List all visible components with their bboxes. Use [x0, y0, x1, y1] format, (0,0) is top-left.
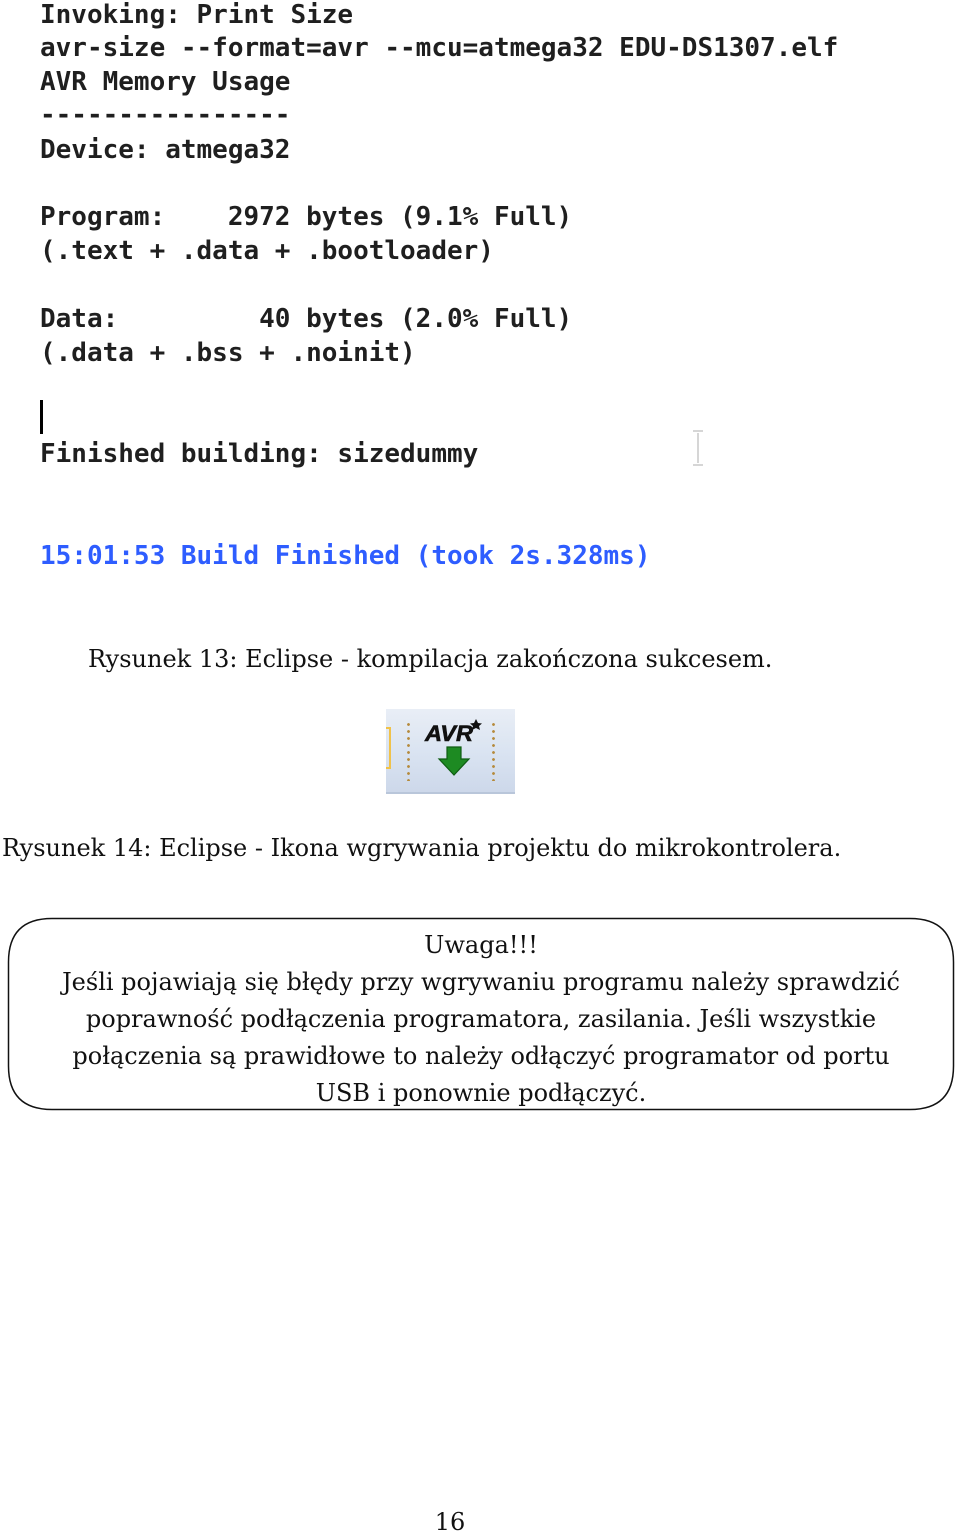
console-line-program-usage: Program: 2972 bytes (9.1% Full) — [40, 202, 573, 232]
avr-icon-label: AVR — [423, 721, 474, 746]
note-heading: Uwaga!!! — [424, 931, 538, 959]
toolbar-grip-left — [407, 721, 410, 781]
warning-note-box — [7, 917, 955, 1111]
text-cursor — [40, 400, 43, 434]
console-line-avr-size-command: avr-size --format=avr --mcu=atmega32 EDU-DS1307.elf — [40, 33, 839, 63]
console-line-finished-building: Finished building: sizedummy — [40, 439, 479, 469]
console-line-device: Device: atmega32 — [40, 135, 291, 165]
figure-13-caption: Rysunek 13: Eclipse - kompilacja zakończona sukcesem. — [88, 645, 773, 673]
build-console-output — [40, 0, 940, 600]
toolbar-strip — [386, 709, 515, 794]
console-line-separator: ---------------- — [40, 100, 291, 130]
console-line-data-sections: (.data + .bss + .noinit) — [40, 338, 416, 368]
note-line-3: połączenia są prawidłowe to należy odłączyć programator od portu — [72, 1042, 890, 1070]
note-text — [27, 927, 935, 1112]
page-number: 16 — [434, 1508, 466, 1536]
console-line-data-usage: Data: 40 bytes (2.0% Full) — [40, 304, 573, 334]
figure-14-caption: Rysunek 14: Eclipse - Ikona wgrywania projektu do mikrokontrolera. — [2, 834, 842, 862]
avr-upload-icon-graphic — [422, 717, 486, 781]
console-line-program-sections: (.text + .data + .bootloader) — [40, 236, 494, 266]
ibeam-cursor-icon — [693, 430, 703, 466]
toolbar-grip-right — [492, 721, 495, 781]
toolbar-bracket — [386, 727, 391, 769]
avr-upload-icon[interactable] — [422, 717, 486, 781]
note-line-1: Jeśli pojawiają się błędy przy wgrywaniu programu należy sprawdzić — [62, 968, 900, 996]
note-line-2: poprawność podłączenia programatora, zasilania. Jeśli wszystkie — [85, 1005, 877, 1033]
console-line-build-finished: 15:01:53 Build Finished (took 2s.328ms) — [40, 541, 651, 571]
note-line-4: USB i ponownie podłączyć. — [315, 1079, 647, 1107]
console-line-memory-usage: AVR Memory Usage — [40, 67, 291, 97]
console-line-invoking: Invoking: Print Size — [40, 0, 354, 30]
